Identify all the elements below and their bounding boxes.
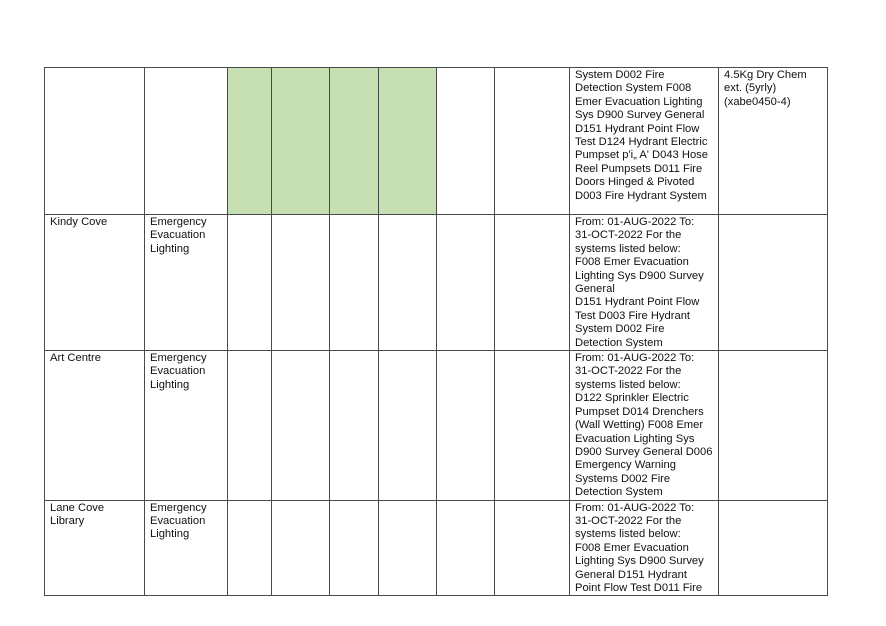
empty-cell <box>228 351 272 500</box>
site-cell: Kindy Cove <box>45 215 145 351</box>
empty-cell <box>495 215 570 351</box>
table-row <box>45 500 828 596</box>
empty-cell <box>228 500 272 596</box>
empty-cell <box>272 351 330 500</box>
empty-cell <box>272 215 330 351</box>
empty-cell <box>495 68 570 215</box>
highlighted-cell <box>379 68 437 215</box>
service-cell: Emergency Evacuation Lighting <box>145 351 228 500</box>
empty-cell <box>437 351 495 500</box>
service-cell: Emergency Evacuation Lighting <box>145 500 228 596</box>
notes-cell <box>719 500 828 596</box>
site-cell: Art Centre <box>45 351 145 500</box>
site-cell <box>45 68 145 215</box>
empty-cell <box>495 351 570 500</box>
empty-cell <box>437 500 495 596</box>
empty-cell <box>437 215 495 351</box>
empty-cell <box>495 500 570 596</box>
service-cell: Emergency Evacuation Lighting <box>145 215 228 351</box>
table-row <box>45 351 828 500</box>
details-cell: From: 01-AUG-2022 To: 31-OCT-2022 For the systems listed below: F008 Emer Evacuation Lighting Sys D900 Survey General D151 Hydrant Point Flow Test D011 Fire <box>570 500 719 596</box>
table-row <box>45 215 828 351</box>
empty-cell <box>228 215 272 351</box>
highlighted-cell <box>228 68 272 215</box>
table-row <box>45 68 828 215</box>
empty-cell <box>379 215 437 351</box>
empty-cell <box>437 68 495 215</box>
empty-cell <box>272 500 330 596</box>
empty-cell <box>379 500 437 596</box>
notes-cell: 4.5Kg Dry Chem ext. (5yrly) (xabe0450-4) <box>719 68 828 215</box>
empty-cell <box>379 351 437 500</box>
details-cell: System D002 Fire Detection System F008 Emer Evacuation Lighting Sys D900 Survey General D151 Hydrant Point Flow Test D124 Hydrant Electric Pumpset p'i„ A' D043 Hose Reel Pumpsets D011 Fire Doors Hinged & Pivoted D003 Fire Hydrant System <box>570 68 719 215</box>
notes-cell <box>719 215 828 351</box>
details-cell: From: 01-AUG-2022 To: 31-OCT-2022 For the systems listed below: D122 Sprinkler Electric Pumpset D014 Drenchers (Wall Wetting) F008 Emer Evacuation Lighting Sys D900 Survey General D006 Emergency Warning Systems D002 Fire Detection System <box>570 351 719 500</box>
highlighted-cell <box>330 68 379 215</box>
schedule-table <box>44 67 828 596</box>
highlighted-cell <box>272 68 330 215</box>
empty-cell <box>330 215 379 351</box>
notes-cell <box>719 351 828 500</box>
service-cell <box>145 68 228 215</box>
details-cell: From: 01-AUG-2022 To: 31-OCT-2022 For the systems listed below: F008 Emer Evacuation Lighting Sys D900 Survey General D151 Hydrant Point Flow Test D003 Fire Hydrant System D002 Fire Detection System <box>570 215 719 351</box>
empty-cell <box>330 351 379 500</box>
site-cell: Lane Cove Library <box>45 500 145 596</box>
empty-cell <box>330 500 379 596</box>
